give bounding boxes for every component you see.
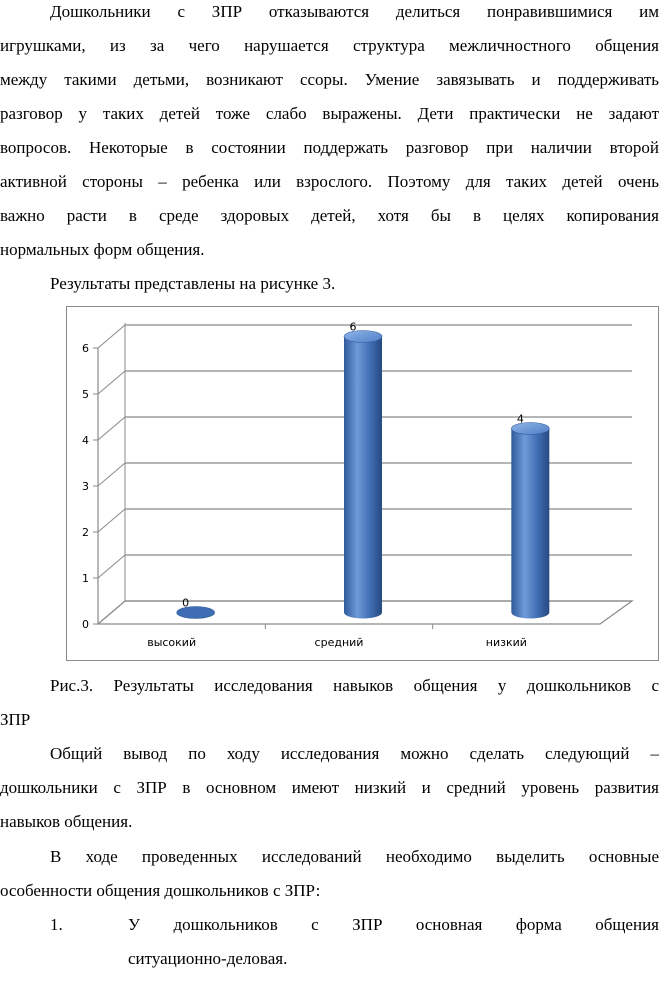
paragraph-line: игрушками, из за чего нарушается структура межличностного общения	[0, 36, 659, 55]
x-tick-label: низкий	[485, 636, 527, 649]
paragraph-line: нормальных форм общения.	[0, 240, 205, 259]
data-label: 4	[516, 412, 524, 426]
y-tick-label: 3	[82, 480, 89, 493]
gridline-depth	[98, 417, 125, 440]
gridline-depth	[98, 371, 125, 394]
figure-caption: Рис.3. Результаты исследования навыков общения у дошкольников с	[50, 676, 659, 695]
paragraph-line: Общий вывод по ходу исследования можно сделать следующий –	[50, 744, 659, 763]
x-tick-label: средний	[314, 636, 364, 649]
paragraph-line: вопросов. Некоторые в состоянии поддержать разговор при наличии второй	[0, 138, 659, 157]
chart-frame	[66, 306, 659, 661]
list-item-number: 1.	[50, 915, 63, 934]
x-tick-label: высокий	[147, 636, 197, 649]
paragraph-line: разговор у таких детей тоже слабо выражены. Дети практически не задают	[0, 104, 659, 123]
paragraph-line: навыков общения.	[0, 812, 133, 831]
figure-caption: ЗПР	[0, 710, 31, 729]
y-tick-label: 0	[82, 618, 89, 631]
y-tick-label: 1	[82, 572, 89, 585]
paragraph-line: особенности общения дошкольников с ЗПР:	[0, 881, 321, 900]
data-label: 0	[182, 596, 190, 610]
bar-chart	[67, 307, 658, 660]
data-label: 6	[349, 320, 357, 334]
paragraph-line: дошкольники с ЗПР в основном имеют низкий и средний уровень развития	[0, 778, 659, 797]
list-item-text: ситуационно-деловая.	[128, 949, 288, 968]
figure-reference: Результаты представлены на рисунке 3.	[50, 274, 336, 293]
y-tick-label: 5	[82, 388, 89, 401]
bar	[511, 429, 549, 619]
gridline-depth	[98, 325, 125, 348]
paragraph-line: активной стороны – ребенка или взрослого. Поэтому для таких детей очень	[0, 172, 659, 191]
y-tick-label: 6	[82, 342, 89, 355]
gridline-depth	[98, 555, 125, 578]
paragraph-line: между такими детьми, возникают ссоры. Умение завязывать и поддерживать	[0, 70, 659, 89]
bar	[344, 337, 382, 619]
y-tick-label: 2	[82, 526, 89, 539]
paragraph-line: Дошкольники с ЗПР отказываются делиться понравившимися им	[50, 2, 659, 21]
paragraph-line: В ходе проведенных исследований необходимо выделить основные	[50, 847, 659, 866]
list-item-text: У дошкольников с ЗПР основная форма общения	[128, 915, 659, 934]
gridline-depth	[98, 463, 125, 486]
gridline-depth	[98, 509, 125, 532]
paragraph-line: важно расти в среде здоровых детей, хотя бы в целях копирования	[0, 206, 659, 225]
y-tick-label: 4	[82, 434, 89, 447]
